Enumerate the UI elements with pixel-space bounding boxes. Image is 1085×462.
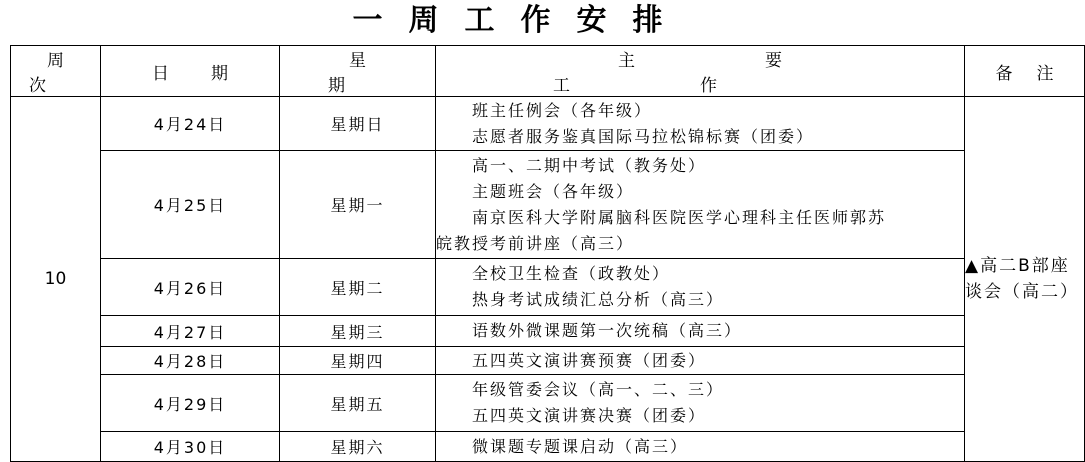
table-row xyxy=(11,316,1085,347)
work-item: 皖教授考前讲座（高三） xyxy=(436,233,635,253)
date-cell: 4月30日 xyxy=(101,432,280,462)
weekday-cell: 星期六 xyxy=(280,432,436,462)
work-cell xyxy=(436,432,965,462)
work-cell xyxy=(436,97,965,151)
work-item: 年级管委会议（高一、二、三） xyxy=(472,380,725,399)
date-cell: 4月27日 xyxy=(101,316,280,347)
work-cell xyxy=(436,347,965,375)
weekday-cell: 星期五 xyxy=(280,375,436,432)
weekday-cell: 星期二 xyxy=(280,259,436,316)
work-item: 志愿者服务鉴真国际马拉松锦标赛（团委） xyxy=(472,126,815,146)
work-cell xyxy=(436,375,965,432)
work-item: 全校卫生检查（政教处） xyxy=(472,264,671,283)
work-item: 主题班会（各年级） xyxy=(472,181,635,201)
weekday-cell: 星期日 xyxy=(280,97,436,151)
page-title: 一周工作安排 xyxy=(352,3,689,38)
date-cell: 4月25日 xyxy=(101,151,280,259)
header-main-work: 主要工作 xyxy=(436,46,965,97)
work-item: 微课题专题课启动（高三） xyxy=(472,436,689,456)
table-row xyxy=(11,432,1085,462)
table-row xyxy=(11,259,1085,316)
date-cell: 4月29日 xyxy=(101,375,280,432)
header-week: 周次 xyxy=(11,46,101,97)
work-item: 班主任例会（各年级） xyxy=(472,100,653,120)
weekday-cell: 星期一 xyxy=(280,151,436,259)
work-cell xyxy=(436,259,965,316)
work-item: 南京医科大学附属脑科医院医学心理科主任医师郭苏 xyxy=(472,207,887,227)
work-item: 五四英文演讲赛决赛（团委） xyxy=(472,406,707,425)
work-item: 热身考试成绩汇总分析（高三） xyxy=(472,290,725,309)
work-item: 五四英文演讲赛预赛（团委） xyxy=(472,350,707,370)
week-number-cell: 10 xyxy=(11,97,101,462)
header-weekday: 星期 xyxy=(280,46,436,97)
header-date: 日期 xyxy=(101,46,280,97)
work-item: 语数外微课题第一次统稿（高三） xyxy=(472,321,743,340)
table-header-row xyxy=(11,46,1085,97)
table-row xyxy=(11,151,1085,259)
schedule-table xyxy=(10,45,1085,462)
work-cell xyxy=(436,151,965,259)
work-item: 高一、二期中考试（教务处） xyxy=(472,155,707,175)
table-row xyxy=(11,97,1085,151)
header-remark: 备注 xyxy=(965,46,1085,97)
date-cell: 4月26日 xyxy=(101,259,280,316)
table-row xyxy=(11,347,1085,375)
date-cell: 4月24日 xyxy=(101,97,280,151)
date-cell: 4月28日 xyxy=(101,347,280,375)
work-cell xyxy=(436,316,965,347)
weekday-cell: 星期四 xyxy=(280,347,436,375)
weekday-cell: 星期三 xyxy=(280,316,436,347)
remark-cell: ▲高二B部座谈会（高二） xyxy=(965,97,1085,462)
table-row xyxy=(11,375,1085,432)
